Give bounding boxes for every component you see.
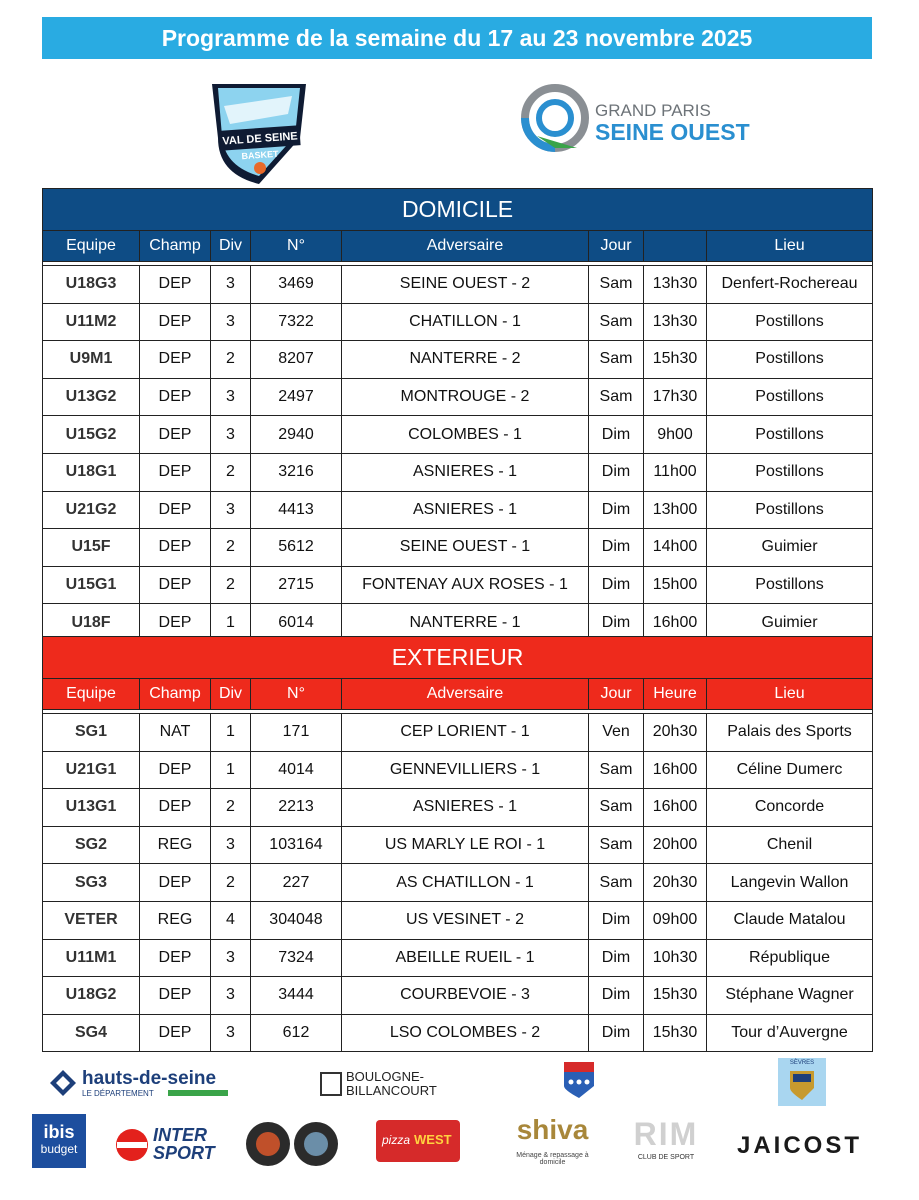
table-cell: 2: [211, 453, 251, 491]
table-cell: Dim: [589, 529, 644, 567]
table-row: [43, 566, 873, 604]
table-cell: 2940: [251, 416, 342, 454]
budget-text: budget: [40, 1142, 78, 1156]
table-row: [43, 751, 873, 789]
table-cell: VETER: [43, 901, 140, 939]
table-cell: 1: [211, 604, 251, 642]
table-cell: Denfert-Rochereau: [707, 266, 873, 304]
table-cell: CEP LORIENT - 1: [342, 714, 589, 752]
table-row: [43, 714, 873, 752]
intersport-line2: SPORT: [153, 1143, 215, 1163]
column-header: Jour: [589, 231, 644, 262]
table-cell: SG3: [43, 864, 140, 902]
table-cell: 4: [211, 901, 251, 939]
west-text: WEST: [414, 1132, 452, 1147]
table-cell: DEP: [140, 378, 211, 416]
boulogne-line1: BOULOGNE-: [346, 1069, 425, 1084]
table-cell: DEP: [140, 491, 211, 529]
table-cell: 3: [211, 826, 251, 864]
table-row: [43, 453, 873, 491]
table-cell: ASNIERES - 1: [342, 789, 589, 827]
table-cell: U21G1: [43, 751, 140, 789]
table-cell: CHATILLON - 1: [342, 303, 589, 341]
table-cell: US VESINET - 2: [342, 901, 589, 939]
table-cell: DEP: [140, 529, 211, 567]
table-cell: GENNEVILLIERS - 1: [342, 751, 589, 789]
column-header: Adversaire: [342, 679, 589, 710]
column-header: Champ: [140, 679, 211, 710]
table-cell: NAT: [140, 714, 211, 752]
table-cell: NANTERRE - 1: [342, 604, 589, 642]
crest-blue-logo: [563, 1060, 595, 1098]
table-cell: SG1: [43, 714, 140, 752]
table-row: [43, 266, 873, 304]
table-cell: SG4: [43, 1014, 140, 1052]
table-cell: 13h30: [644, 303, 707, 341]
table-cell: 3: [211, 303, 251, 341]
table-cell: Dim: [589, 1014, 644, 1052]
shiva-text: shiva: [516, 1114, 589, 1145]
table-cell: 3469: [251, 266, 342, 304]
table-cell: Postillons: [707, 566, 873, 604]
table-cell: 3: [211, 416, 251, 454]
column-header: Equipe: [43, 231, 140, 262]
table-cell: DEP: [140, 864, 211, 902]
table-cell: 171: [251, 714, 342, 752]
table-cell: SEINE OUEST - 1: [342, 529, 589, 567]
table-cell: Tour d’Auvergne: [707, 1014, 873, 1052]
table-cell: 3: [211, 1014, 251, 1052]
table-cell: 11h00: [644, 453, 707, 491]
table-cell: Postillons: [707, 341, 873, 379]
table-cell: Ven: [589, 714, 644, 752]
table-cell: US MARLY LE ROI - 1: [342, 826, 589, 864]
table-row: [43, 939, 873, 977]
column-header: Jour: [589, 679, 644, 710]
table-cell: 8207: [251, 341, 342, 379]
table-cell: U11M2: [43, 303, 140, 341]
table-cell: U18F: [43, 604, 140, 642]
table-cell: Claude Matalou: [707, 901, 873, 939]
table-cell: Sam: [589, 864, 644, 902]
table-cell: République: [707, 939, 873, 977]
table-cell: Stéphane Wagner: [707, 977, 873, 1015]
table-cell: REG: [140, 901, 211, 939]
table-cell: Céline Dumerc: [707, 751, 873, 789]
table-cell: Sam: [589, 751, 644, 789]
table-cell: DEP: [140, 939, 211, 977]
table-cell: Sam: [589, 303, 644, 341]
table-cell: 5612: [251, 529, 342, 567]
column-header: [644, 231, 707, 262]
table-cell: U18G1: [43, 453, 140, 491]
table-cell: Dim: [589, 939, 644, 977]
table-cell: 3: [211, 378, 251, 416]
table-cell: LSO COLOMBES - 2: [342, 1014, 589, 1052]
table-cell: 2: [211, 864, 251, 902]
domicile-title: DOMICILE: [43, 189, 873, 231]
table-cell: DEP: [140, 977, 211, 1015]
table-cell: MONTROUGE - 2: [342, 378, 589, 416]
table-cell: Dim: [589, 491, 644, 529]
hauts-de-seine-icon: [48, 1068, 78, 1098]
table-cell: Postillons: [707, 491, 873, 529]
table-cell: 1: [211, 714, 251, 752]
sevres-text: SÈVRES: [789, 1060, 815, 1066]
table-row: [43, 529, 873, 567]
club-logo-text-bottom: BASKET: [241, 148, 279, 162]
page-title: Programme de la semaine du 17 au 23 novembre 2025: [42, 17, 872, 59]
table-cell: 10h30: [644, 939, 707, 977]
domicile-table: [42, 188, 873, 642]
intersport-logo: [115, 1124, 225, 1164]
table-cell: 20h30: [644, 864, 707, 902]
table-cell: 103164: [251, 826, 342, 864]
table-cell: Sam: [589, 826, 644, 864]
table-cell: REG: [140, 826, 211, 864]
table-cell: Guimier: [707, 529, 873, 567]
table-cell: ABEILLE RUEIL - 1: [342, 939, 589, 977]
table-cell: SG2: [43, 826, 140, 864]
table-cell: U15G2: [43, 416, 140, 454]
table-cell: DEP: [140, 604, 211, 642]
table-cell: Palais des Sports: [707, 714, 873, 752]
table-cell: Sam: [589, 341, 644, 379]
table-cell: 3216: [251, 453, 342, 491]
table-cell: COURBEVOIE - 3: [342, 977, 589, 1015]
table-row: [43, 789, 873, 827]
table-cell: Concorde: [707, 789, 873, 827]
table-cell: 1: [211, 751, 251, 789]
club-logo-text-top: VAL DE SEINE: [222, 130, 299, 148]
table-cell: SEINE OUEST - 2: [342, 266, 589, 304]
table-cell: 7324: [251, 939, 342, 977]
table-cell: DEP: [140, 303, 211, 341]
table-row: [43, 341, 873, 379]
basketball-club-badges: [245, 1118, 341, 1170]
table-cell: 3444: [251, 977, 342, 1015]
table-cell: U9M1: [43, 341, 140, 379]
table-row: [43, 977, 873, 1015]
table-cell: U18G2: [43, 977, 140, 1015]
table-cell: 15h30: [644, 1014, 707, 1052]
rim-sub: CLUB DE SPORT: [637, 1154, 695, 1161]
exterieur-title: EXTERIEUR: [43, 637, 873, 679]
rim-text: RIM: [633, 1116, 699, 1152]
pizza-text: pizza: [382, 1133, 411, 1147]
table-row: [43, 416, 873, 454]
table-cell: Dim: [589, 566, 644, 604]
table-cell: 3: [211, 977, 251, 1015]
table-row: [43, 864, 873, 902]
table-cell: DEP: [140, 751, 211, 789]
table-cell: 13h30: [644, 266, 707, 304]
table-cell: 304048: [251, 901, 342, 939]
table-row: [43, 1014, 873, 1052]
table-cell: 20h00: [644, 826, 707, 864]
table-cell: Sam: [589, 378, 644, 416]
gpso-line2: SEINE OUEST: [595, 119, 750, 145]
column-header: Lieu: [707, 231, 873, 262]
table-cell: U11M1: [43, 939, 140, 977]
shiva-logo: [505, 1110, 600, 1172]
table-cell: 227: [251, 864, 342, 902]
table-cell: ASNIERES - 1: [342, 491, 589, 529]
sevres-crest-icon: [789, 1070, 815, 1100]
shiva-sub: Ménage & repassage à domicile: [516, 1152, 589, 1166]
table-cell: Postillons: [707, 453, 873, 491]
table-cell: AS CHATILLON - 1: [342, 864, 589, 902]
column-header: N°: [251, 679, 342, 710]
table-cell: 14h00: [644, 529, 707, 567]
table-cell: 20h30: [644, 714, 707, 752]
table-cell: 3: [211, 266, 251, 304]
ibis-text: ibis: [43, 1122, 75, 1142]
table-cell: DEP: [140, 416, 211, 454]
table-cell: 16h00: [644, 751, 707, 789]
pizza-west-logo: [376, 1120, 460, 1162]
table-cell: 4413: [251, 491, 342, 529]
table-row: [43, 303, 873, 341]
gpso-line1: GRAND PARIS: [595, 101, 711, 120]
table-cell: 2: [211, 529, 251, 567]
intersport-icon: [115, 1128, 149, 1162]
table-cell: 9h00: [644, 416, 707, 454]
column-header: Champ: [140, 231, 211, 262]
table-cell: 612: [251, 1014, 342, 1052]
table-cell: U18G3: [43, 266, 140, 304]
table-cell: 15h30: [644, 977, 707, 1015]
table-cell: 3: [211, 491, 251, 529]
column-header: Equipe: [43, 679, 140, 710]
table-cell: DEP: [140, 266, 211, 304]
table-row: [43, 826, 873, 864]
hauts-de-seine-logo: [48, 1068, 217, 1102]
table-cell: FONTENAY AUX ROSES - 1: [342, 566, 589, 604]
table-cell: 16h00: [644, 604, 707, 642]
table-cell: 16h00: [644, 789, 707, 827]
boulogne-billancourt-logo: [320, 1070, 440, 1100]
table-cell: Postillons: [707, 303, 873, 341]
jaicost-logo: JAICOST: [737, 1132, 863, 1159]
table-cell: 7322: [251, 303, 342, 341]
table-cell: Chenil: [707, 826, 873, 864]
rim-club-logo: [618, 1116, 714, 1168]
table-cell: Dim: [589, 416, 644, 454]
table-cell: 15h30: [644, 341, 707, 379]
table-cell: Dim: [589, 453, 644, 491]
table-cell: 2497: [251, 378, 342, 416]
table-cell: 09h00: [644, 901, 707, 939]
table-row: [43, 491, 873, 529]
table-cell: ASNIERES - 1: [342, 453, 589, 491]
table-cell: Langevin Wallon: [707, 864, 873, 902]
column-header: Lieu: [707, 679, 873, 710]
boulogne-line2: BILLANCOURT: [346, 1083, 437, 1098]
column-header: Div: [211, 231, 251, 262]
table-cell: DEP: [140, 789, 211, 827]
ibis-budget-logo: [32, 1114, 86, 1168]
table-cell: COLOMBES - 1: [342, 416, 589, 454]
table-cell: Postillons: [707, 378, 873, 416]
table-cell: Dim: [589, 901, 644, 939]
table-cell: 2: [211, 789, 251, 827]
table-row: [43, 378, 873, 416]
table-cell: 2: [211, 341, 251, 379]
intersport-line1: INTER: [153, 1125, 207, 1145]
table-cell: Dim: [589, 604, 644, 642]
table-cell: DEP: [140, 1014, 211, 1052]
table-cell: 2: [211, 566, 251, 604]
table-cell: DEP: [140, 566, 211, 604]
column-header: Adversaire: [342, 231, 589, 262]
table-cell: 15h00: [644, 566, 707, 604]
table-cell: 13h00: [644, 491, 707, 529]
table-cell: Guimier: [707, 604, 873, 642]
table-cell: 17h30: [644, 378, 707, 416]
table-cell: 4014: [251, 751, 342, 789]
table-cell: 6014: [251, 604, 342, 642]
table-cell: NANTERRE - 2: [342, 341, 589, 379]
column-header: N°: [251, 231, 342, 262]
table-row: [43, 901, 873, 939]
table-cell: Sam: [589, 266, 644, 304]
table-cell: U21G2: [43, 491, 140, 529]
hauts-de-seine-sub: LE DÉPARTEMENT: [82, 1089, 154, 1098]
table-cell: Sam: [589, 789, 644, 827]
hauts-de-seine-text: hauts-de-seine: [82, 1068, 217, 1089]
table-cell: 3: [211, 939, 251, 977]
table-cell: U13G2: [43, 378, 140, 416]
sevres-logo: [778, 1058, 826, 1106]
table-cell: U13G1: [43, 789, 140, 827]
gpso-logo: [515, 86, 750, 158]
column-header: Div: [211, 679, 251, 710]
table-cell: Dim: [589, 977, 644, 1015]
table-cell: U15F: [43, 529, 140, 567]
table-cell: U15G1: [43, 566, 140, 604]
table-cell: Postillons: [707, 416, 873, 454]
table-cell: 2715: [251, 566, 342, 604]
exterieur-table: [42, 636, 873, 1052]
table-cell: DEP: [140, 341, 211, 379]
column-header: Heure: [644, 679, 707, 710]
table-cell: DEP: [140, 453, 211, 491]
val-de-seine-basket-logo: [200, 66, 318, 184]
table-cell: 2213: [251, 789, 342, 827]
